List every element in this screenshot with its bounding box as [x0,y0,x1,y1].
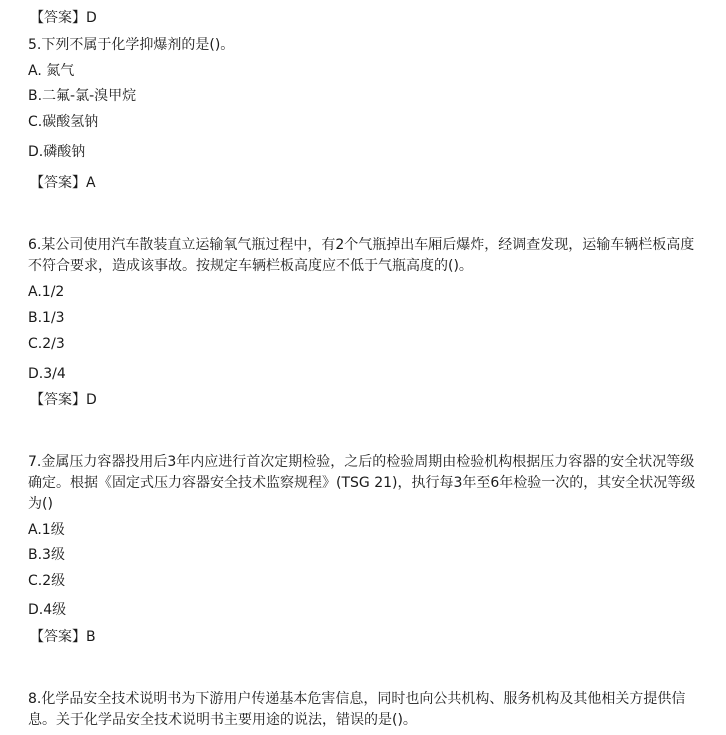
question-7-option-a: A.1级 [28,522,65,538]
question-7-option-c: C.2级 [28,573,66,589]
question-6-option-a: A.1/2 [28,284,65,300]
answer-line [30,627,96,647]
answer-label: 【答案】 [30,392,86,408]
answer-value: A [86,175,96,191]
question-6-option-c: C.2/3 [28,336,65,352]
question-6-text: 6.某公司使用汽车散装直立运输氧气瓶过程中，有2个气瓶掉出车厢后爆炸，经调查发现，运输车辆栏板高度不符合要求，造成该事故。按规定车辆栏板高度应不低于气瓶高度的()。 [28,237,695,274]
answer-label: 【答案】 [30,10,86,26]
question-6-option-b: B.1/3 [28,310,65,326]
question-8-text: 8.化学品安全技术说明书为下游用户传递基本危害信息，同时也向公共机构、服务机构及其他相关方提供信息。关于化学品安全技术说明书主要用途的说法，错误的是()。 [28,691,686,728]
answer-value: D [86,392,97,408]
question-5-option-d: D.磷酸钠 [28,144,86,160]
answer-value: D [86,10,97,26]
question-5-option-a: A. 氮气 [28,63,75,79]
answer-value: B [86,629,96,645]
question-6-option-d: D.3/4 [28,366,66,382]
question-7-option-b: B.3级 [28,547,65,563]
question-5-text: 5.下列不属于化学抑爆剂的是()。 [28,37,235,53]
question-5-option-c: C.碳酸氢钠 [28,114,99,130]
question-7-text: 7.金属压力容器投用后3年内应进行首次定期检验，之后的检验周期由检验机构根据压力容器的安全状况等级确定。根据《固定式压力容器安全技术监察规程》(TSG 21)，执行每3年至6年检验一次的，其安全状况等级为() [28,454,696,512]
answer-line [30,8,97,28]
question-7-option-d: D.4级 [28,602,67,618]
answer-label: 【答案】 [30,175,86,191]
question-5-option-b: B.二氟-氯-溴甲烷 [28,88,137,104]
answer-label: 【答案】 [30,629,86,645]
answer-line [30,173,96,193]
answer-line [30,390,97,410]
